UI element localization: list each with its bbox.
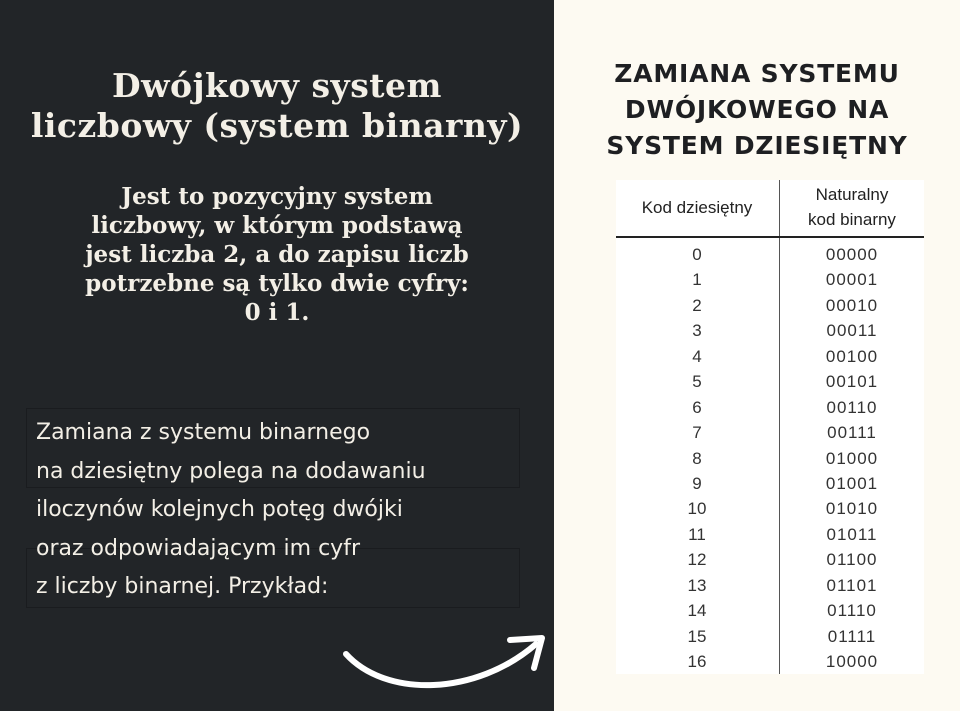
header-binary-line: kod binarny xyxy=(808,210,896,229)
decimal-cell: 15 xyxy=(687,626,707,646)
decimal-cell: 9 xyxy=(692,473,702,493)
conversion-line: Zamiana z systemu binarnego xyxy=(36,420,371,445)
decimal-cell: 10 xyxy=(687,499,707,519)
definition-line: potrzebne są tylko dwie cyfry: xyxy=(85,270,469,297)
table-title-line: ZAMIANA SYSTEMU xyxy=(614,59,900,88)
binary-cell: 01011 xyxy=(826,524,878,544)
binary-cell: 00000 xyxy=(825,245,879,264)
table-row xyxy=(616,599,924,624)
binary-cell: 01111 xyxy=(827,626,877,646)
binary-cell: 00001 xyxy=(825,270,879,290)
decimal-cell: 2 xyxy=(692,295,702,315)
table-row xyxy=(616,370,924,395)
table-row xyxy=(616,345,924,370)
title-line: liczbowy (system binarny) xyxy=(30,106,524,145)
definition-line: Jest to pozycyjny system xyxy=(121,183,433,210)
definition-text xyxy=(0,182,554,327)
decimal-cell: 11 xyxy=(688,524,706,544)
header-decimal: Kod dziesiętny xyxy=(641,198,753,217)
definition-line: liczbowy, w którym podstawą xyxy=(91,212,463,239)
definition-line: 0 i 1. xyxy=(244,299,310,326)
header-binary-line: Naturalny xyxy=(815,185,889,204)
binary-decimal-table xyxy=(616,180,924,674)
binary-cell: 10000 xyxy=(825,652,879,671)
binary-cell: 00101 xyxy=(825,372,879,392)
binary-cell: 00011 xyxy=(826,321,878,341)
binary-cell: 00100 xyxy=(825,346,879,366)
decimal-cell: 7 xyxy=(692,423,702,443)
conversion-line: iloczynów kolejnych potęg dwójki xyxy=(36,497,403,522)
table-row xyxy=(616,548,924,573)
table-row xyxy=(616,523,924,548)
decimal-cell: 13 xyxy=(687,575,707,595)
conversion-line: z liczby binarnej. Przykład: xyxy=(36,574,329,599)
decimal-cell: 12 xyxy=(687,550,707,570)
binary-cell: 01101 xyxy=(826,575,878,595)
table-row xyxy=(616,625,924,650)
table-row xyxy=(616,294,924,319)
decimal-cell: 14 xyxy=(687,601,707,621)
table-title-line: SYSTEM DZIESIĘTNY xyxy=(606,131,908,160)
curved-arrow-right-icon xyxy=(336,620,556,700)
table-title-line: DWÓJKOWEGO NA xyxy=(624,95,890,124)
table-row xyxy=(616,268,924,293)
table-header xyxy=(616,180,924,236)
page-title xyxy=(0,66,554,146)
definition-line: jest liczba 2, a do zapisu liczb xyxy=(85,241,469,268)
decimal-cell: 16 xyxy=(687,652,707,671)
table-row xyxy=(616,497,924,522)
decimal-cell: 3 xyxy=(692,321,702,341)
decimal-cell: 8 xyxy=(692,448,702,468)
binary-cell: 01001 xyxy=(825,473,879,493)
binary-cell: 01110 xyxy=(827,601,877,621)
binary-cell: 01100 xyxy=(826,550,878,570)
table-body xyxy=(616,243,924,675)
decimal-cell: 1 xyxy=(692,270,702,290)
table-row xyxy=(616,650,924,675)
table-row xyxy=(616,472,924,497)
decimal-cell: 5 xyxy=(692,372,702,392)
decimal-cell: 0 xyxy=(692,245,702,264)
decimal-cell: 4 xyxy=(692,346,702,366)
conversion-explanation xyxy=(36,414,536,607)
table-title xyxy=(554,56,960,164)
binary-cell: 00111 xyxy=(827,423,877,443)
header-binary xyxy=(780,182,924,232)
table-row xyxy=(616,243,924,268)
binary-cell: 01010 xyxy=(825,499,879,519)
table-row xyxy=(616,447,924,472)
title-line: Dwójkowy system xyxy=(112,66,442,105)
conversion-line: na dziesiętny polega na dodawaniu xyxy=(36,458,426,484)
table-row xyxy=(616,421,924,446)
table-row xyxy=(616,396,924,421)
header-divider xyxy=(616,236,924,238)
binary-cell: 00010 xyxy=(825,295,879,315)
binary-cell: 01000 xyxy=(825,448,879,468)
table-row xyxy=(616,574,924,599)
conversion-line: oraz odpowiadającym im cyfr xyxy=(36,535,360,561)
decimal-cell: 6 xyxy=(692,397,702,417)
table-row xyxy=(616,319,924,344)
binary-cell: 00110 xyxy=(826,397,878,417)
